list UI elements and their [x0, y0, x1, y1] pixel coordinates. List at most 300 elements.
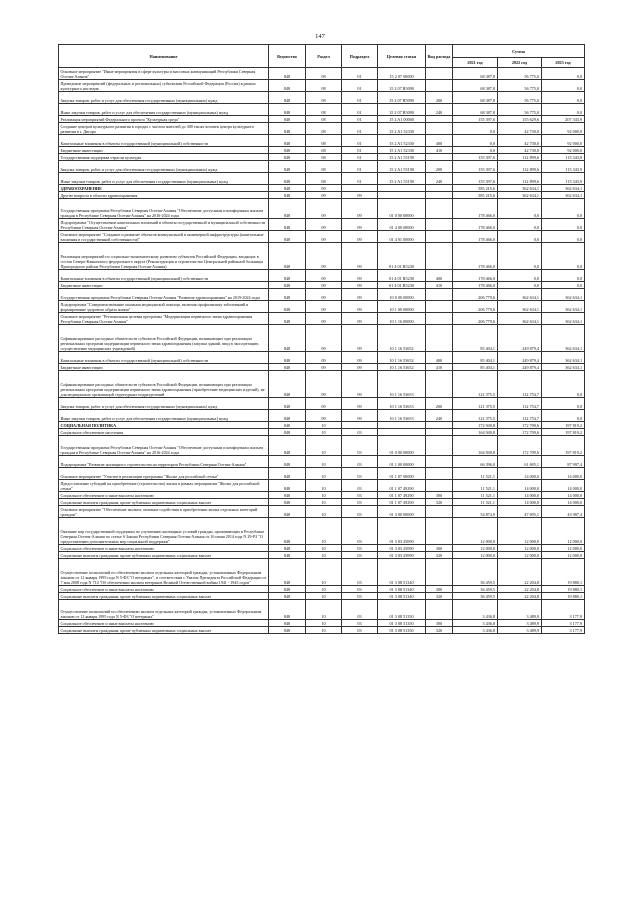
- cell-c: 92 000,0: [542, 135, 585, 147]
- cell-b: 22 204,8: [498, 586, 542, 593]
- cell-v: 848: [269, 552, 306, 559]
- cell-cs: 01 4 01 R5230: [378, 282, 426, 289]
- cell-cs: 15 2 A1 55190: [378, 173, 426, 185]
- cell-b: 3 489,9: [498, 600, 542, 620]
- cell-vr: 300: [426, 586, 453, 593]
- cell-a: 85 404,1: [453, 364, 498, 371]
- cell-b: 12 000,0: [498, 545, 542, 552]
- cell-vr: [426, 436, 453, 456]
- cell-name: Проведение мероприятий (федеральных и региональных) субъектами Российской Федерации (Россия) в рамках культурного наследия: [59, 80, 269, 92]
- cell-c: 12 000,0: [542, 545, 585, 552]
- cell-r: 08: [306, 116, 342, 123]
- cell-name: Другие вопросы в области здравоохранения: [59, 192, 269, 199]
- cell-v: 848: [269, 325, 306, 352]
- cell-vr: 400: [426, 352, 453, 364]
- cell-c: 0,0: [542, 104, 585, 116]
- cell-r: 09: [306, 231, 342, 243]
- cell-p: 09: [342, 243, 378, 270]
- cell-p: 03: [342, 468, 378, 480]
- cell-vr: 240: [426, 173, 453, 185]
- cell-a: 11 521,1: [453, 492, 498, 499]
- cell-name: Реализация мероприятий по социально-экономическому развитию субъектов Российской Федерации, входящих в состав Северо-Кавказского федерального округа (Реконструкция и строительство Центральной районной больницы Пригородного района Республики Северная Осетия-Алания): [59, 243, 269, 270]
- cell-a: 178 466,0: [453, 243, 498, 270]
- cell-p: 01: [342, 154, 378, 161]
- table-row: [59, 161, 585, 173]
- cell-r: 09: [306, 289, 342, 301]
- cell-vr: [426, 231, 453, 243]
- cell-v: 848: [269, 410, 306, 422]
- cell-cs: 01 1 07 49290: [378, 492, 426, 499]
- cell-name: Осуществление полномочий по обеспечению жильем отдельных категорий граждан, установленных Федеральным законом от 12 января 1995 года N 5-ФЗ "О ветеранах": [59, 600, 269, 620]
- cell-r: 10: [306, 422, 342, 429]
- cell-r: 09: [306, 325, 342, 352]
- cell-a: 0,0: [453, 135, 498, 147]
- cell-name: Реализация мероприятий Федерального проекта "Культурная среда": [59, 116, 269, 123]
- cell-r: 09: [306, 199, 342, 219]
- cell-p: 01: [342, 68, 378, 80]
- cell-cs: 01 3 03 25090: [378, 545, 426, 552]
- cell-v: 848: [269, 104, 306, 116]
- cell-b: 42 730,0: [498, 123, 542, 135]
- cell-r: 09: [306, 371, 342, 398]
- cell-c: 0,0: [542, 219, 585, 231]
- cell-name: Закупка товаров, работ и услуг для обеспечения государственных (муниципальных) нужд: [59, 92, 269, 104]
- cell-vr: [426, 243, 453, 270]
- col-header-expense-type: Вид расхода: [426, 45, 453, 68]
- cell-p: 09: [342, 219, 378, 231]
- cell-v: 848: [269, 506, 306, 518]
- cell-c: 87 997,4: [542, 456, 585, 468]
- cell-name: Закупка товаров, работ и услуг для обеспечения государственных (муниципальных) нужд: [59, 161, 269, 173]
- cell-vr: [426, 116, 453, 123]
- cell-c: 14 000,0: [542, 480, 585, 492]
- cell-name: СОЦИАЛЬНАЯ ПОЛИТИКА: [59, 422, 269, 429]
- cell-a: 121 375,5: [453, 410, 498, 422]
- table-row: [59, 492, 585, 499]
- cell-p: 09: [342, 192, 378, 199]
- cell-a: 3 436,8: [453, 627, 498, 634]
- cell-v: 848: [269, 173, 306, 185]
- cell-c: 115 343,9: [542, 173, 585, 185]
- cell-r: 09: [306, 398, 342, 410]
- cell-v: 848: [269, 398, 306, 410]
- cell-b: 362 634,1: [498, 301, 542, 313]
- cell-b: 56 775,0: [498, 80, 542, 92]
- cell-cs: 01 3 00 00000: [378, 506, 426, 518]
- cell-r: 10: [306, 506, 342, 518]
- cell-vr: [426, 80, 453, 92]
- cell-v: 848: [269, 429, 306, 436]
- cell-c: 0,0: [542, 371, 585, 398]
- cell-c: 115 343,9: [542, 161, 585, 173]
- cell-a: 36 459,5: [453, 559, 498, 586]
- cell-b: 0,0: [498, 270, 542, 282]
- cell-p: 03: [342, 552, 378, 559]
- cell-b: 0,0: [498, 199, 542, 219]
- col-header-subsection: Подраздел: [342, 45, 378, 68]
- cell-cs: 01 3 08 51350: [378, 600, 426, 620]
- cell-b: 3 489,9: [498, 627, 542, 634]
- cell-p: 01: [342, 116, 378, 123]
- cell-vr: 300: [426, 620, 453, 627]
- cell-a: 155 397,6: [453, 161, 498, 173]
- cell-cs: 01 4 01 R5230: [378, 243, 426, 270]
- cell-vr: 320: [426, 499, 453, 506]
- cell-b: 56 775,0: [498, 68, 542, 80]
- cell-b: 22 204,8: [498, 593, 542, 600]
- table-row: [59, 586, 585, 593]
- cell-p: 01: [342, 80, 378, 92]
- cell-v: 848: [269, 185, 306, 192]
- cell-r: 09: [306, 364, 342, 371]
- cell-p: 03: [342, 492, 378, 499]
- cell-b: 56 775,0: [498, 104, 542, 116]
- cell-name: Подпрограмма "Развитие жилищного строительства на территории Республики Северная Осетия-Алания": [59, 456, 269, 468]
- cell-p: 03: [342, 499, 378, 506]
- col-header-2023: 2023 год: [542, 58, 585, 68]
- cell-c: 362 634,1: [542, 325, 585, 352]
- table-row: [59, 116, 585, 123]
- cell-cs: 01 3 08 51350: [378, 620, 426, 627]
- cell-c: 362 634,1: [542, 313, 585, 325]
- cell-r: 08: [306, 173, 342, 185]
- cell-c: 14 000,0: [542, 492, 585, 499]
- cell-b: 249 879,4: [498, 364, 542, 371]
- cell-p: 01: [342, 147, 378, 154]
- cell-cs: 10 1 16 53652: [378, 352, 426, 364]
- cell-b: 12 000,0: [498, 518, 542, 545]
- cell-v: 848: [269, 116, 306, 123]
- cell-a: 68 387,8: [453, 92, 498, 104]
- cell-a: 54 874,9: [453, 506, 498, 518]
- cell-b: 42 730,0: [498, 147, 542, 154]
- cell-b: 3 489,9: [498, 620, 542, 627]
- cell-b: 249 879,4: [498, 325, 542, 352]
- table-row: [59, 559, 585, 586]
- cell-name: Подпрограмма "Совершенствование оказания медицинской помощи, включая профилактику заболеваний и формирование здорового образа жизни": [59, 301, 269, 313]
- cell-v: 848: [269, 289, 306, 301]
- cell-r: 09: [306, 410, 342, 422]
- cell-name: Основное мероприятие "Региональная целевая программа "Модернизация первичного звена здравоохранения Республики Северная Осетия-Алания": [59, 313, 269, 325]
- cell-a: 68 387,8: [453, 104, 498, 116]
- cell-b: 22 204,8: [498, 559, 542, 586]
- col-header-ministry: Ведомство: [269, 45, 306, 68]
- cell-r: 08: [306, 161, 342, 173]
- cell-vr: [426, 371, 453, 398]
- cell-cs: 01 0 00 00000: [378, 436, 426, 456]
- cell-r: 10: [306, 492, 342, 499]
- cell-r: 08: [306, 80, 342, 92]
- table-row: [59, 480, 585, 492]
- cell-cs: 15 2 07 R5090: [378, 80, 426, 92]
- cell-name: Социальные выплаты гражданам, кроме публичных нормативных социальных выплат: [59, 627, 269, 634]
- table-row: [59, 80, 585, 92]
- cell-a: 11 521,1: [453, 499, 498, 506]
- cell-a: 178 466,0: [453, 219, 498, 231]
- table-row: [59, 199, 585, 219]
- cell-name: Социальные выплаты гражданам, кроме публичных нормативных социальных выплат: [59, 593, 269, 600]
- table-row: [59, 422, 585, 429]
- cell-p: 03: [342, 480, 378, 492]
- cell-a: 172 949,8: [453, 422, 498, 429]
- cell-vr: [426, 123, 453, 135]
- cell-vr: [426, 600, 453, 620]
- cell-b: 42 730,0: [498, 135, 542, 147]
- cell-a: 178 466,0: [453, 270, 498, 282]
- cell-v: 848: [269, 518, 306, 545]
- cell-cs: 01 3 08 51340: [378, 593, 426, 600]
- cell-b: 362 634,1: [498, 192, 542, 199]
- cell-c: 19 880,1: [542, 593, 585, 600]
- cell-cs: 15 2 A1 52330: [378, 147, 426, 154]
- cell-a: 85 404,1: [453, 325, 498, 352]
- cell-vr: [426, 301, 453, 313]
- cell-r: 08: [306, 68, 342, 80]
- cell-v: 848: [269, 199, 306, 219]
- cell-vr: 300: [426, 492, 453, 499]
- cell-cs: 01 3 08 51340: [378, 559, 426, 586]
- cell-v: 848: [269, 80, 306, 92]
- cell-p: 03: [342, 586, 378, 593]
- cell-vr: 400: [426, 270, 453, 282]
- table-row: [59, 627, 585, 634]
- cell-v: 848: [269, 456, 306, 468]
- cell-p: 09: [342, 270, 378, 282]
- cell-name: Оказание мер государственной поддержки по улучшению жилищных условий граждан, проживающих в Республике Северная Осетия-Алания по статье 6 Закона Республики Северная Осетия-Алания от 16 июня 2014 года N 29-РЗ "О предоставлении дополнительных мер социальной поддержки": [59, 518, 269, 545]
- cell-r: 10: [306, 545, 342, 552]
- cell-a: 121 375,5: [453, 398, 498, 410]
- cell-vr: 410: [426, 364, 453, 371]
- budget-table: [58, 44, 585, 634]
- cell-b: 112 754,7: [498, 371, 542, 398]
- table-row: [59, 410, 585, 422]
- cell-b: 12 000,0: [498, 552, 542, 559]
- cell-vr: 410: [426, 147, 453, 154]
- cell-vr: [426, 518, 453, 545]
- cell-vr: [426, 313, 453, 325]
- cell-vr: [426, 559, 453, 586]
- table-row: [59, 436, 585, 456]
- cell-p: 03: [342, 518, 378, 545]
- table-row: [59, 371, 585, 398]
- cell-b: 249 879,4: [498, 352, 542, 364]
- cell-v: 848: [269, 468, 306, 480]
- cell-c: 92 000,0: [542, 147, 585, 154]
- cell-a: 85 404,1: [453, 352, 498, 364]
- cell-a: 178 466,0: [453, 282, 498, 289]
- cell-name: Бюджетные инвестиции: [59, 282, 269, 289]
- cell-name: Предоставление субсидий на приобретение (строительство) жилья в рамках мероприятия "Жилье для российской семьи": [59, 480, 269, 492]
- cell-b: 172 709,6: [498, 429, 542, 436]
- cell-v: 848: [269, 364, 306, 371]
- cell-name: Основное мероприятие "Создание и развитие объектов коммунальной и инженерной инфраструктуры (капитальные вложения в государственной собственности)": [59, 231, 269, 243]
- cell-b: 362 634,1: [498, 185, 542, 192]
- cell-a: 155 397,6: [453, 116, 498, 123]
- cell-cs: [378, 422, 426, 429]
- cell-a: 11 521,1: [453, 468, 498, 480]
- cell-v: 848: [269, 352, 306, 364]
- cell-r: 08: [306, 92, 342, 104]
- cell-c: 362 634,1: [542, 352, 585, 364]
- cell-name: Бюджетные инвестиции: [59, 147, 269, 154]
- cell-b: 112 899,6: [498, 173, 542, 185]
- cell-name: Осуществление полномочий по обеспечению жильем отдельных категорий граждан, установленных Федеральным законом от 12 января 1995 года N 5-ФЗ "О ветеранах", в соответствии с Указом Президента Российской Федерации от 7 мая 2008 года N 714 "Об обеспечении жильем ветеранов Великой Отечественной войны 1941 - 1945 годов": [59, 559, 269, 586]
- cell-r: 10: [306, 593, 342, 600]
- cell-name: Иные закупки товаров, работ и услуг для обеспечения государственных (муниципальных) нужд: [59, 173, 269, 185]
- cell-b: 0,0: [498, 243, 542, 270]
- cell-name: Иные закупки товаров, работ и услуг для обеспечения государственных (муниципальных) нужд: [59, 410, 269, 422]
- cell-p: 09: [342, 282, 378, 289]
- cell-name: Иные закупки товаров, работ и услуг для обеспечения государственных (муниципальных) нужд: [59, 104, 269, 116]
- cell-c: 12 000,0: [542, 552, 585, 559]
- cell-c: 0,0: [542, 231, 585, 243]
- cell-c: 92 000,0: [542, 123, 585, 135]
- cell-vr: 200: [426, 92, 453, 104]
- cell-v: 848: [269, 559, 306, 586]
- cell-cs: 10 1 16 53653: [378, 371, 426, 398]
- cell-name: Социальное обеспечение и иные выплаты населению: [59, 492, 269, 499]
- cell-c: 0,0: [542, 80, 585, 92]
- cell-c: 362 634,1: [542, 192, 585, 199]
- table-row: [59, 506, 585, 518]
- cell-c: 0,0: [542, 68, 585, 80]
- cell-c: 197 819,2: [542, 436, 585, 456]
- cell-p: 03: [342, 429, 378, 436]
- cell-name: Государственная программа Республики Северная Осетия-Алания "Обеспечение доступным и комфортным жильем граждан в Республике Северная Осетия-Алания" на 2016-2024 годы: [59, 199, 269, 219]
- table-row: [59, 154, 585, 161]
- cell-vr: [426, 506, 453, 518]
- cell-a: 178 466,0: [453, 199, 498, 219]
- cell-name: Государственная программа Республики Северная Осетия-Алания "Обеспечение доступным и комфортным жильем граждан в Республике Северная Осетия-Алания" на 2016-2024 годы: [59, 436, 269, 456]
- table-row: [59, 499, 585, 506]
- cell-p: 09: [342, 364, 378, 371]
- cell-b: 14 000,0: [498, 492, 542, 499]
- cell-b: 172 709,6: [498, 422, 542, 429]
- cell-v: 848: [269, 161, 306, 173]
- cell-name: Социальное обеспечение населения: [59, 429, 269, 436]
- table-body: [59, 68, 585, 634]
- cell-c: 197 819,2: [542, 429, 585, 436]
- cell-r: 10: [306, 468, 342, 480]
- cell-c: 362 634,1: [542, 289, 585, 301]
- cell-vr: 300: [426, 545, 453, 552]
- cell-r: 09: [306, 185, 342, 192]
- cell-b: 112 899,6: [498, 154, 542, 161]
- cell-c: 3 177,9: [542, 620, 585, 627]
- cell-r: 10: [306, 620, 342, 627]
- cell-p: 09: [342, 371, 378, 398]
- cell-cs: 15 2 A1 55190: [378, 154, 426, 161]
- cell-p: 09: [342, 313, 378, 325]
- cell-p: 09: [342, 231, 378, 243]
- table-row: [59, 135, 585, 147]
- cell-v: 848: [269, 123, 306, 135]
- cell-vr: 410: [426, 282, 453, 289]
- cell-cs: 01 1 07 49290: [378, 480, 426, 492]
- cell-b: 56 775,0: [498, 92, 542, 104]
- cell-a: 206 779,6: [453, 289, 498, 301]
- cell-vr: 240: [426, 410, 453, 422]
- table-row: [59, 92, 585, 104]
- cell-c: 3 177,9: [542, 627, 585, 634]
- cell-c: 19 880,1: [542, 586, 585, 593]
- cell-p: 01: [342, 173, 378, 185]
- cell-cs: 10 0 00 00000: [378, 289, 426, 301]
- table-row: [59, 123, 585, 135]
- table-row: [59, 325, 585, 352]
- cell-name: Социальное обеспечение и иные выплаты населению: [59, 586, 269, 593]
- cell-a: 36 459,5: [453, 586, 498, 593]
- cell-r: 10: [306, 456, 342, 468]
- cell-r: 10: [306, 436, 342, 456]
- cell-a: 164 949,8: [453, 436, 498, 456]
- cell-name: Государственная программа Республики Северная Осетия-Алания "Развитие здравоохранения" на 2019-2024 годы: [59, 289, 269, 301]
- cell-c: 0,0: [542, 270, 585, 282]
- cell-p: 03: [342, 559, 378, 586]
- cell-v: 848: [269, 219, 306, 231]
- cell-p: 03: [342, 593, 378, 600]
- cell-a: 0,0: [453, 123, 498, 135]
- cell-r: 10: [306, 499, 342, 506]
- cell-cs: 15 2 A1 55190: [378, 161, 426, 173]
- col-header-section: Раздел: [306, 45, 342, 68]
- cell-b: 0,0: [498, 282, 542, 289]
- cell-r: 09: [306, 282, 342, 289]
- cell-p: 09: [342, 352, 378, 364]
- cell-name: Софинансирование расходных обязательств субъектов Российской Федерации, возникающих при реализации региональных программ модернизации первичного звена здравоохранения (приобретение медицинских изделий), не для медицинских организаций структурных подразделений: [59, 371, 269, 398]
- cell-b: 112 754,7: [498, 410, 542, 422]
- cell-r: 09: [306, 219, 342, 231]
- cell-p: 03: [342, 627, 378, 634]
- table-row: [59, 173, 585, 185]
- cell-r: 09: [306, 192, 342, 199]
- table-row: [59, 364, 585, 371]
- cell-name: Социальные выплаты гражданам, кроме публичных нормативных социальных выплат: [59, 499, 269, 506]
- cell-p: [342, 185, 378, 192]
- cell-c: 0,0: [542, 243, 585, 270]
- cell-c: 14 000,0: [542, 468, 585, 480]
- cell-a: 164 949,8: [453, 429, 498, 436]
- cell-b: 362 634,1: [498, 289, 542, 301]
- cell-name: Социальные выплаты гражданам, кроме публичных нормативных социальных выплат: [59, 552, 269, 559]
- col-header-name: Наименование: [59, 45, 269, 68]
- table-row: [59, 301, 585, 313]
- cell-a: 206 779,6: [453, 301, 498, 313]
- cell-p: 01: [342, 135, 378, 147]
- cell-c: 0,0: [542, 92, 585, 104]
- table-row: [59, 243, 585, 270]
- cell-c: 362 634,1: [542, 185, 585, 192]
- table-row: [59, 270, 585, 282]
- cell-c: 0,0: [542, 398, 585, 410]
- col-header-2021: 2021 год: [453, 58, 498, 68]
- table-row: [59, 468, 585, 480]
- cell-v: 848: [269, 313, 306, 325]
- cell-c: 0,0: [542, 282, 585, 289]
- cell-b: 14 000,0: [498, 480, 542, 492]
- table-row: [59, 600, 585, 620]
- cell-v: 848: [269, 371, 306, 398]
- cell-v: 848: [269, 545, 306, 552]
- table-row: [59, 185, 585, 192]
- cell-r: 10: [306, 480, 342, 492]
- table-row: [59, 313, 585, 325]
- cell-b: 155 629,6: [498, 116, 542, 123]
- cell-a: 385 215,6: [453, 185, 498, 192]
- cell-p: [342, 422, 378, 429]
- cell-c: 0,0: [542, 410, 585, 422]
- cell-r: 10: [306, 429, 342, 436]
